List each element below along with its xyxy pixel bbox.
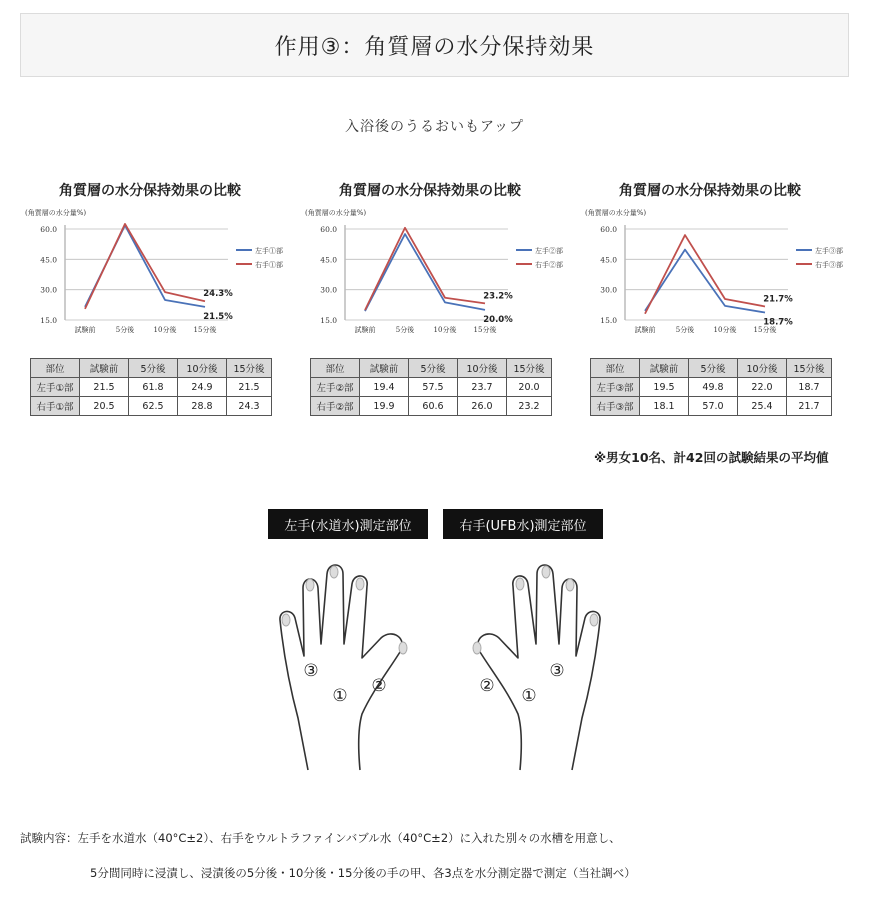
table-header-cell: 15分後 [507, 359, 552, 378]
table-header-cell: 10分後 [178, 359, 227, 378]
footer-line-2: 5分間同時に浸漬し、浸漬後の5分後・10分後・15分後の手の甲、各3点を水分測定器で測定（当社調べ） [90, 866, 636, 880]
series-line-2 [85, 224, 205, 309]
end-value-label: 20.0% [483, 314, 513, 325]
table-cell: 24.9 [178, 378, 227, 397]
table-cell: 60.6 [409, 397, 458, 416]
end-value-label: 21.7% [763, 294, 793, 305]
data-table-1 [30, 358, 272, 416]
average-note: ※男女10名、計42回の試験結果の平均値 [594, 450, 829, 465]
line-chart-2 [300, 202, 563, 334]
left-marker-2: ② [371, 676, 387, 696]
table-cell: 49.8 [689, 378, 738, 397]
table-cell: 19.4 [360, 378, 409, 397]
table-row [31, 378, 272, 397]
line-chart-3 [580, 202, 843, 334]
table-cell: 57.5 [409, 378, 458, 397]
end-value-label: 18.7% [763, 317, 793, 328]
end-value-label: 23.2% [483, 291, 513, 302]
y-tick-label: 15.0 [320, 316, 337, 325]
line-chart-1 [20, 202, 283, 334]
table-row [311, 397, 552, 416]
table-header-cell: 試験前 [640, 359, 689, 378]
legend-label: 右手②部 [535, 261, 563, 269]
left-marker-1: ① [332, 686, 348, 706]
y-tick-label: 60.0 [40, 225, 57, 234]
table-cell: 28.8 [178, 397, 227, 416]
table-cell: 21.5 [227, 378, 272, 397]
table-header-cell: 部位 [311, 359, 360, 378]
y-tick-label: 45.0 [600, 255, 617, 265]
page-title: 作用③：角質層の水分保持効果 [274, 34, 595, 60]
y-tick-label: 15.0 [40, 316, 57, 325]
x-tick-label: 試験前 [634, 326, 656, 334]
table-header-cell: 部位 [591, 359, 640, 378]
legend-label: 左手②部 [535, 247, 563, 255]
table-header-cell: 5分後 [129, 359, 178, 378]
y-tick-label: 30.0 [320, 285, 337, 295]
table-cell: 20.5 [80, 397, 129, 416]
table-cell: 62.5 [129, 397, 178, 416]
table-header-cell: 10分後 [738, 359, 787, 378]
table-header-cell: 15分後 [227, 359, 272, 378]
table-cell: 右手③部 [591, 397, 640, 416]
hands-illustration [270, 558, 610, 773]
x-tick-label: 15分後 [473, 326, 497, 334]
table-cell: 23.2 [507, 397, 552, 416]
table-row [591, 397, 832, 416]
data-table-2 [310, 358, 552, 416]
table-cell: 61.8 [129, 378, 178, 397]
table-header-cell: 試験前 [360, 359, 409, 378]
table-cell: 21.5 [80, 378, 129, 397]
chart-title: 角質層の水分保持効果の比較 [339, 183, 521, 199]
left-hand-tag: 左手(水道水)測定部位 [268, 509, 428, 539]
table-cell: 22.0 [738, 378, 787, 397]
table-cell: 24.3 [227, 397, 272, 416]
table-cell: 18.7 [787, 378, 832, 397]
x-tick-label: 5分後 [395, 326, 415, 334]
left-marker-3: ③ [303, 661, 319, 681]
y-axis-label: (角質層の水分量%) [585, 209, 647, 217]
legend-label: 右手①部 [255, 261, 283, 269]
table-row [31, 397, 272, 416]
page-subtitle: 入浴後のうるおいもアップ [344, 119, 525, 135]
x-tick-label: 5分後 [675, 326, 695, 334]
table-cell: 左手①部 [31, 378, 80, 397]
right-marker-3: ③ [549, 661, 565, 681]
table-cell: 23.7 [458, 378, 507, 397]
data-table-3 [590, 358, 832, 416]
table-header-cell: 15分後 [787, 359, 832, 378]
right-marker-1: ① [521, 686, 537, 706]
table-cell: 25.4 [738, 397, 787, 416]
table-cell: 19.5 [640, 378, 689, 397]
chart-title: 角質層の水分保持効果の比較 [619, 183, 801, 199]
table-cell: 57.0 [689, 397, 738, 416]
x-tick-label: 15分後 [193, 326, 217, 334]
series-line-1 [85, 225, 205, 306]
legend-label: 右手③部 [815, 261, 843, 269]
series-line-2 [645, 235, 765, 314]
table-header-cell: 5分後 [409, 359, 458, 378]
footer-line-1: 試験内容：左手を水道水（40°C±2）、右手をウルトラファインバブル水（40°C±2）に入れた別々の水槽を用意し、 [20, 831, 621, 845]
right-hand-icon [473, 565, 600, 770]
chart-title: 角質層の水分保持効果の比較 [59, 183, 241, 199]
left-hand-icon [280, 565, 407, 770]
y-tick-label: 30.0 [600, 285, 617, 295]
table-cell: 左手②部 [311, 378, 360, 397]
table-cell: 左手③部 [591, 378, 640, 397]
table-cell: 21.7 [787, 397, 832, 416]
x-tick-label: 10分後 [433, 326, 457, 334]
x-tick-label: 15分後 [753, 326, 777, 334]
header-banner [20, 13, 849, 77]
table-header-row [591, 359, 832, 378]
table-header-cell: 部位 [31, 359, 80, 378]
x-tick-label: 10分後 [713, 326, 737, 334]
table-header-cell: 10分後 [458, 359, 507, 378]
y-axis-label: (角質層の水分量%) [25, 209, 87, 217]
x-tick-label: 10分後 [153, 326, 177, 334]
table-cell: 右手①部 [31, 397, 80, 416]
table-header-row [31, 359, 272, 378]
table-cell: 18.1 [640, 397, 689, 416]
y-tick-label: 45.0 [40, 255, 57, 265]
legend-label: 左手①部 [255, 247, 283, 255]
y-tick-label: 30.0 [40, 285, 57, 295]
table-cell: 右手②部 [311, 397, 360, 416]
right-marker-2: ② [479, 676, 495, 696]
y-tick-label: 60.0 [600, 225, 617, 234]
y-axis-label: (角質層の水分量%) [305, 209, 367, 217]
y-tick-label: 45.0 [320, 255, 337, 265]
legend-label: 左手③部 [815, 247, 843, 255]
table-header-cell: 試験前 [80, 359, 129, 378]
table-cell: 26.0 [458, 397, 507, 416]
table-row [591, 378, 832, 397]
x-tick-label: 5分後 [115, 326, 135, 334]
right-hand-tag: 右手(UFB水)測定部位 [443, 509, 603, 539]
y-tick-label: 60.0 [320, 225, 337, 234]
table-header-cell: 5分後 [689, 359, 738, 378]
y-tick-label: 15.0 [600, 316, 617, 325]
table-cell: 20.0 [507, 378, 552, 397]
table-row [311, 378, 552, 397]
table-cell: 19.9 [360, 397, 409, 416]
x-tick-label: 試験前 [354, 326, 376, 334]
x-tick-label: 試験前 [74, 326, 96, 334]
table-header-row [311, 359, 552, 378]
end-value-label: 21.5% [203, 311, 233, 322]
end-value-label: 24.3% [203, 289, 233, 300]
